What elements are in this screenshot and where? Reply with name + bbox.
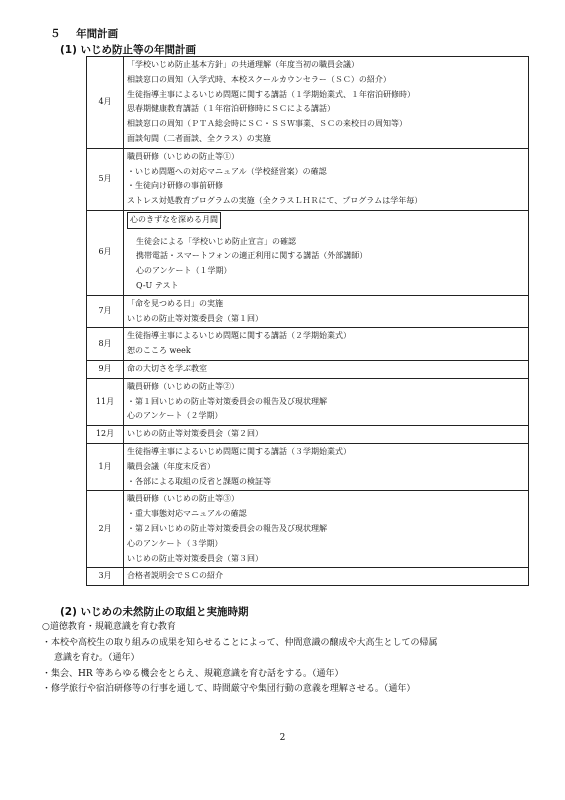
- plan-month-cell: 2月: [87, 491, 124, 568]
- plan-activities-cell: [124, 491, 529, 568]
- plan-row: [87, 148, 529, 210]
- plan-activity-item: いじめの防止等対策委員会（第１回）: [127, 313, 263, 323]
- plan-activity-item: 相談窓口の周知（入学式時、本校スクールカウンセラー（ＳＣ）の紹介）: [127, 74, 391, 84]
- subsection-heading-annual-plan: (1) いじめ防止等の年間計画: [60, 44, 197, 56]
- plan-activity-item: ・第２回いじめの防止等対策委員会の報告及び現状理解: [127, 523, 327, 533]
- prevention-section: [42, 620, 532, 698]
- annual-plan-body: [87, 57, 529, 586]
- plan-activity-item: ・生徒向け研修の事前研修: [127, 181, 223, 191]
- plan-month-cell: 5月: [87, 148, 124, 210]
- plan-row: [87, 426, 529, 444]
- plan-activities-cell: [124, 57, 529, 149]
- plan-activity-item: 相談窓口の周知（ＰＴＡ総会時にＳＣ・ＳＳＷ事業、ＳＣの来校日の周知等）: [127, 119, 407, 129]
- plan-row: [87, 328, 529, 361]
- plan-month-cell: 8月: [87, 328, 124, 361]
- prevention-item: 意識を育む。（通年）: [54, 653, 140, 663]
- plan-activities-cell: [124, 378, 529, 425]
- prevention-item: ・本校や高校生の取り組みの成果を知らせることによって、仲間意識の醸成や大高生としての帰属: [42, 637, 438, 648]
- plan-activity-item: 恕のこころ week: [127, 346, 191, 356]
- plan-activity-item: 「学校いじめ防止基本方針」の共通理解（年度当初の職員会議）: [127, 60, 359, 69]
- plan-row: [87, 57, 529, 149]
- plan-activities-cell: [124, 568, 529, 586]
- plan-activity-item: 思春期健康教育講話（１年宿泊研修時にＳＣによる講話）: [127, 104, 335, 114]
- plan-activity-item: ストレス対処教育プログラムの実施（全クラスＬＨＲにて、プログラムは学年毎）: [127, 196, 423, 206]
- plan-activity-item: ・第１回いじめの防止等対策委員会の報告及び現状理解: [127, 396, 327, 406]
- plan-row: [87, 568, 529, 586]
- plan-activities-cell: [124, 148, 529, 210]
- prevention-item: ・修学旅行や宿泊研修等の行事を通して、時間厳守や集団行動の意義を理解させる。（通年）: [42, 684, 416, 694]
- prevention-list: [42, 636, 532, 698]
- prevention-heading: ○道徳教育・規範意識を育む教育: [42, 622, 176, 632]
- plan-month-cell: 9月: [87, 360, 124, 378]
- plan-activity-item: 携帯電話・スマートフォンの適正利用に関する講話（外部講師）: [136, 251, 368, 261]
- plan-activities-cell: [124, 210, 529, 295]
- section-number: ５: [50, 28, 61, 40]
- plan-activity-item: 職員研修（いじめの防止等①）: [127, 151, 239, 161]
- plan-activity-item: 生徒指導主事によるいじめ問題に関する講話（３学期始業式）: [127, 446, 351, 456]
- plan-activity-item: ・いじめ問題への対応マニュアル（学校経営案）の確認: [127, 166, 327, 176]
- plan-row: [87, 360, 529, 378]
- page-number: 2: [279, 733, 286, 743]
- plan-month-cell: 1月: [87, 443, 124, 490]
- plan-activity-item: Q-U テスト: [136, 280, 179, 290]
- plan-month-cell: 4月: [87, 57, 124, 149]
- plan-activity-item: 生徒指導主事によるいじめ問題に関する講話（２学期始業式）: [127, 331, 351, 341]
- plan-activities-cell: [124, 295, 529, 328]
- subsection-heading-prevention: (2) いじめの未然防止の取組と実施時期: [60, 606, 249, 618]
- plan-activity-item: 生徒指導主事によるいじめ問題に関する講話（１学期始業式、１年宿泊研修時）: [127, 89, 415, 99]
- plan-activity-item: 合格者説明会でＳＣの紹介: [127, 571, 223, 581]
- annual-plan-table: [86, 56, 529, 586]
- plan-activity-item: 心のアンケート（１学期）: [136, 266, 232, 276]
- plan-activities-cell: [124, 360, 529, 378]
- plan-activity-item: 職員研修（いじめの防止等②）: [127, 381, 239, 391]
- plan-row: [87, 378, 529, 425]
- plan-activities-cell: [124, 443, 529, 490]
- plan-month-cell: 6月: [87, 210, 124, 295]
- plan-row: [87, 491, 529, 568]
- section-title: 年間計画: [76, 28, 119, 40]
- plan-activity-item: 面談旬間（二者面談、全クラス）の実施: [127, 133, 271, 143]
- section-heading: [50, 26, 118, 41]
- plan-activity-item: ・各部による取組の反省と課題の検証等: [127, 476, 271, 486]
- plan-activity-item: 「命を見つめる日」の実施: [127, 298, 223, 308]
- plan-activities-cell: [124, 426, 529, 444]
- plan-month-cell: 3月: [87, 568, 124, 586]
- plan-activity-item: 職員会議（年度末反省）: [127, 461, 215, 471]
- plan-row: [87, 210, 529, 295]
- plan-activity-item: 心のアンケート（３学期）: [127, 538, 223, 548]
- plan-activity-item: 心のきずなを深める月間: [127, 212, 221, 229]
- plan-activity-item: 生徒会による「学校いじめ防止宣言」の確認: [136, 236, 296, 246]
- prevention-item: ・集会、HR 等あらゆる機会をとらえ、規範意識を育む話をする。（通年）: [42, 668, 344, 679]
- plan-activity-item: いじめの防止等対策委員会（第２回）: [127, 429, 263, 439]
- plan-row: [87, 443, 529, 490]
- plan-activity-item: 心のアンケート（２学期）: [127, 411, 223, 421]
- plan-row: [87, 295, 529, 328]
- plan-activity-item: いじめの防止等対策委員会（第３回）: [127, 553, 263, 563]
- plan-activity-item: ・重大事態対応マニュアルの確認: [127, 509, 247, 519]
- plan-activity-item: 命の大切さを学ぶ教室: [127, 363, 207, 373]
- plan-month-cell: 12月: [87, 426, 124, 444]
- plan-activities-cell: [124, 328, 529, 361]
- plan-activity-item: 職員研修（いじめの防止等③）: [127, 494, 239, 504]
- plan-month-cell: 11月: [87, 378, 124, 425]
- plan-month-cell: 7月: [87, 295, 124, 328]
